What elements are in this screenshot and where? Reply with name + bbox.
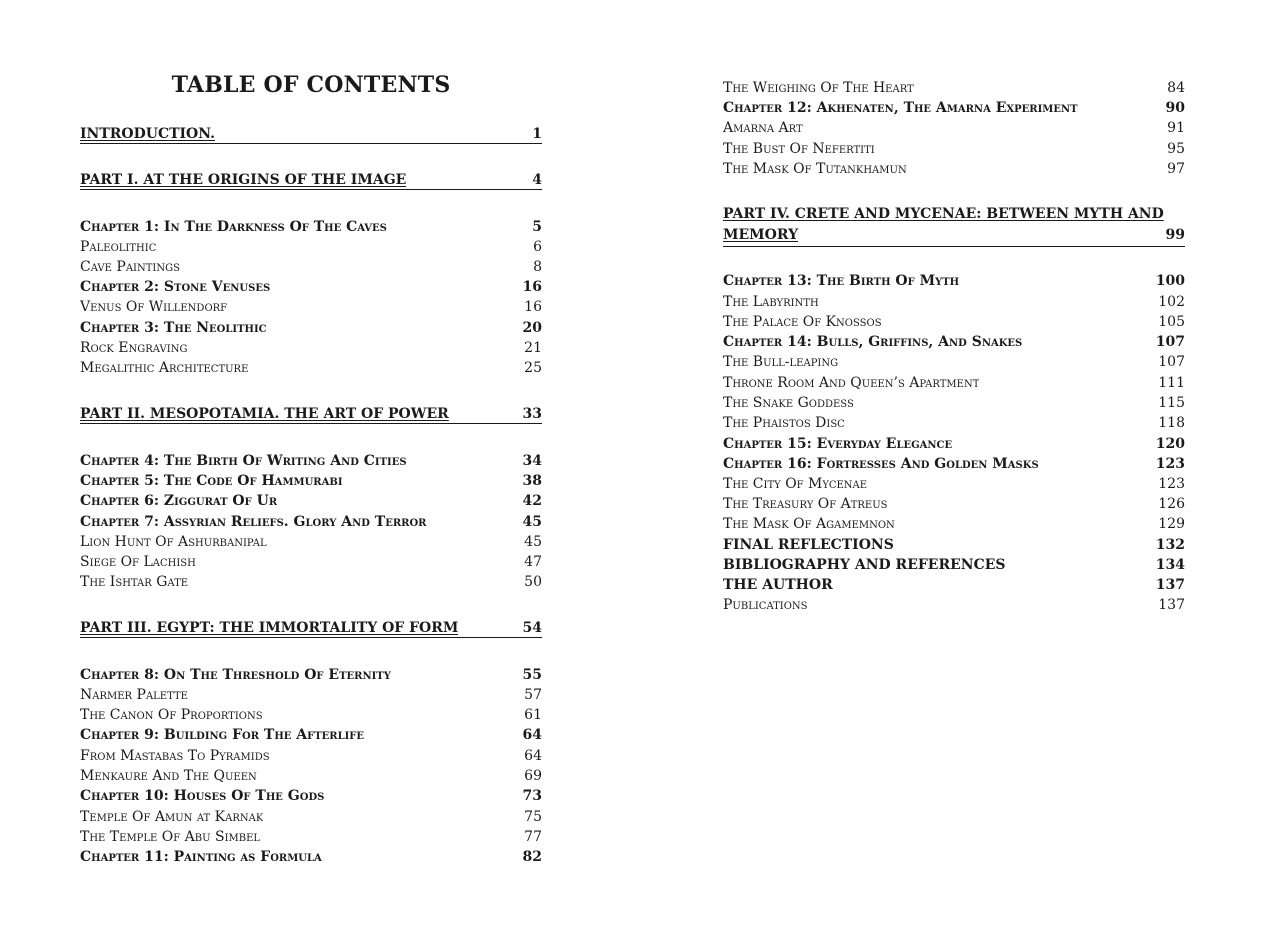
toc-entry-label: INTRODUCTION. bbox=[80, 126, 216, 142]
toc-section[interactable] bbox=[80, 706, 542, 724]
toc-part-4[interactable] bbox=[723, 204, 1185, 247]
toc-entry-label: Chapter 12: Akhenaten, The Amarna Experiment bbox=[723, 100, 1078, 116]
toc-entry-label: Chapter 3: The Neolithic bbox=[80, 320, 267, 336]
toc-entry-page: 95 bbox=[1167, 141, 1185, 157]
toc-entry-page: 73 bbox=[522, 788, 542, 804]
toc-section[interactable] bbox=[723, 140, 1185, 158]
toc-chapter[interactable] bbox=[80, 848, 542, 866]
toc-entry-page: 50 bbox=[524, 574, 542, 590]
toc-entry-page: 91 bbox=[1167, 120, 1185, 136]
toc-entry-page: 33 bbox=[522, 406, 542, 422]
toc-entry-page: 123 bbox=[1158, 476, 1185, 492]
toc-section[interactable] bbox=[80, 298, 542, 316]
toc-section[interactable] bbox=[80, 238, 542, 256]
toc-entry-label: THE AUTHOR bbox=[723, 577, 833, 593]
toc-entry-label: Chapter 15: Everyday Elegance bbox=[723, 436, 953, 452]
toc-entry-label: Rock Engraving bbox=[80, 340, 188, 356]
toc-entry-label: The Ishtar Gate bbox=[80, 574, 189, 590]
toc-entry-page: 54 bbox=[522, 620, 542, 636]
toc-entry-label: Chapter 9: Building For The Afterlife bbox=[80, 727, 365, 743]
toc-entry-page: 82 bbox=[522, 849, 542, 865]
toc-part-2[interactable] bbox=[80, 405, 542, 424]
toc-entry-label: From Mastabas To Pyramids bbox=[80, 748, 270, 764]
toc-section[interactable] bbox=[80, 808, 542, 826]
toc-chapter[interactable] bbox=[723, 272, 1185, 290]
toc-chapter[interactable] bbox=[80, 513, 542, 531]
toc-entry-label-cont: MEMORY bbox=[723, 227, 799, 243]
toc-section[interactable] bbox=[723, 79, 1185, 97]
toc-entry-label: The Canon Of Proportions bbox=[80, 707, 263, 723]
toc-section[interactable] bbox=[80, 533, 542, 551]
toc-entry-page: 47 bbox=[524, 554, 542, 570]
toc-entry-page: 45 bbox=[522, 514, 542, 530]
toc-entry-label: Megalithic Architecture bbox=[80, 360, 249, 376]
toc-entry-label: PART III. EGYPT: THE IMMORTALITY OF FORM bbox=[80, 620, 459, 636]
toc-section[interactable] bbox=[723, 353, 1185, 371]
toc-entry-page: 77 bbox=[524, 829, 542, 845]
toc-entry-label: Chapter 13: The Birth Of Myth bbox=[723, 273, 960, 289]
toc-chapter[interactable] bbox=[80, 666, 542, 684]
toc-entry-page: 137 bbox=[1158, 597, 1185, 613]
toc-section[interactable] bbox=[80, 767, 542, 785]
toc-entry-page: 25 bbox=[524, 360, 542, 376]
toc-entry-page: 99 bbox=[1165, 227, 1185, 243]
toc-entry-label: Chapter 16: Fortresses And Golden Masks bbox=[723, 456, 1039, 472]
toc-entry-page: 105 bbox=[1158, 314, 1185, 330]
toc-entry-page: 1 bbox=[532, 126, 542, 142]
toc-entry-page: 8 bbox=[533, 259, 542, 275]
toc-entry-label: The Mask Of Agamemnon bbox=[723, 516, 895, 532]
toc-section[interactable] bbox=[80, 573, 542, 591]
toc-section[interactable] bbox=[723, 394, 1185, 412]
toc-chapter[interactable] bbox=[723, 333, 1185, 351]
toc-entry-page: 118 bbox=[1158, 415, 1185, 431]
toc-entry-page: 111 bbox=[1158, 375, 1185, 391]
toc-section[interactable] bbox=[723, 515, 1185, 533]
toc-entry-label: The Treasury Of Atreus bbox=[723, 496, 888, 512]
toc-final-reflections[interactable] bbox=[723, 536, 1185, 554]
toc-section[interactable] bbox=[723, 374, 1185, 392]
toc-entry-page: 102 bbox=[1158, 294, 1185, 310]
toc-entry-page: 90 bbox=[1165, 100, 1185, 116]
toc-entry-page: 126 bbox=[1158, 496, 1185, 512]
toc-entry-page: 21 bbox=[524, 340, 542, 356]
toc-section[interactable] bbox=[723, 475, 1185, 493]
toc-entry-page: 55 bbox=[522, 667, 542, 683]
toc-section[interactable] bbox=[80, 359, 542, 377]
toc-chapter[interactable] bbox=[80, 472, 542, 490]
toc-entry-page: 115 bbox=[1158, 395, 1185, 411]
toc-entry-page: 107 bbox=[1155, 334, 1185, 350]
toc-entry-label: Throne Room And Queen’s Apartment bbox=[723, 375, 980, 391]
toc-entry-label: Publications bbox=[723, 597, 808, 613]
toc-entry-page: 97 bbox=[1167, 161, 1185, 177]
toc-entry-label: The City Of Mycenae bbox=[723, 476, 868, 492]
toc-entry-page: 120 bbox=[1155, 436, 1185, 452]
toc-entry-label: Chapter 6: Ziggurat Of Ur bbox=[80, 493, 278, 509]
toc-entry-page: 137 bbox=[1155, 577, 1185, 593]
toc-entry-label: The Bull-leaping bbox=[723, 354, 839, 370]
toc-entry-page: 75 bbox=[524, 809, 542, 825]
toc-section[interactable] bbox=[80, 828, 542, 846]
toc-entry-label: Siege Of Lachish bbox=[80, 554, 196, 570]
toc-entry-label: Venus Of Willendorf bbox=[80, 299, 228, 315]
toc-entry-label: Chapter 11: Painting as Formula bbox=[80, 849, 322, 865]
toc-entry-label: Lion Hunt Of Ashurbanipal bbox=[80, 534, 267, 550]
toc-entry-label: BIBLIOGRAPHY AND REFERENCES bbox=[723, 557, 1006, 573]
toc-entry-label: Chapter 1: In The Darkness Of The Caves bbox=[80, 219, 387, 235]
toc-chapter[interactable] bbox=[80, 492, 542, 510]
toc-entry-label: The Snake Goddess bbox=[723, 395, 854, 411]
toc-entry-page: 16 bbox=[522, 279, 542, 295]
toc-entry-label: Chapter 4: The Birth Of Writing And Cities bbox=[80, 453, 407, 469]
toc-section[interactable] bbox=[80, 339, 542, 357]
toc-entry-label: Temple Of Amun at Karnak bbox=[80, 809, 264, 825]
toc-chapter[interactable] bbox=[80, 452, 542, 470]
toc-entry-label: Amarna Art bbox=[723, 120, 803, 136]
toc-entry-label: Cave Paintings bbox=[80, 259, 180, 275]
toc-entry-page: 4 bbox=[532, 172, 542, 188]
toc-entry-page: 20 bbox=[522, 320, 542, 336]
toc-entry-page: 57 bbox=[524, 687, 542, 703]
toc-entry-label: FINAL REFLECTIONS bbox=[723, 537, 894, 553]
toc-section[interactable] bbox=[723, 160, 1185, 178]
toc-section[interactable] bbox=[80, 553, 542, 571]
toc-chapter[interactable] bbox=[723, 99, 1185, 117]
toc-entry-label: Chapter 14: Bulls, Griffins, And Snakes bbox=[723, 334, 1023, 350]
toc-entry-label: Chapter 5: The Code Of Hammurabi bbox=[80, 473, 343, 489]
toc-section[interactable] bbox=[80, 258, 542, 276]
toc-entry-label: Chapter 8: On The Threshold Of Eternity bbox=[80, 667, 391, 683]
toc-entry-page: 6 bbox=[533, 239, 542, 255]
toc-entry-label: The Bust Of Nefertiti bbox=[723, 141, 875, 157]
toc-section[interactable] bbox=[723, 293, 1185, 311]
toc-entry-label: PART IV. CRETE AND MYCENAE: BETWEEN MYTH AND bbox=[723, 206, 1164, 222]
toc-entry-page: 16 bbox=[524, 299, 542, 315]
toc-entry-page: 134 bbox=[1155, 557, 1185, 573]
toc-title: TABLE OF CONTENTS bbox=[171, 72, 451, 98]
toc-entry-label: The Labyrinth bbox=[723, 294, 819, 310]
toc-entry-page: 34 bbox=[522, 453, 542, 469]
toc-part-3[interactable] bbox=[80, 619, 542, 638]
toc-chapter[interactable] bbox=[80, 218, 542, 236]
toc-entry-label: Narmer Palette bbox=[80, 687, 188, 703]
toc-entry-label: Chapter 10: Houses Of The Gods bbox=[80, 788, 325, 804]
toc-entry-label: The Phaistos Disc bbox=[723, 415, 845, 431]
toc-entry-label: The Mask Of Tutankhamun bbox=[723, 161, 907, 177]
toc-entry-page: 100 bbox=[1155, 273, 1185, 289]
toc-publications[interactable] bbox=[723, 596, 1185, 614]
toc-chapter[interactable] bbox=[80, 319, 542, 337]
toc-entry-page: 64 bbox=[524, 748, 542, 764]
toc-entry-label: Paleolithic bbox=[80, 239, 157, 255]
toc-entry-label: PART I. AT THE ORIGINS OF THE IMAGE bbox=[80, 172, 407, 188]
toc-entry-label: The Palace Of Knossos bbox=[723, 314, 882, 330]
toc-section[interactable] bbox=[80, 747, 542, 765]
toc-entry-page: 107 bbox=[1158, 354, 1185, 370]
toc-entry-page: 64 bbox=[522, 727, 542, 743]
toc-entry-page: 84 bbox=[1167, 80, 1185, 96]
toc-entry-label: The Weighing Of The Heart bbox=[723, 80, 914, 96]
toc-entry-page: 69 bbox=[524, 768, 542, 784]
toc-the-author[interactable] bbox=[723, 576, 1185, 594]
toc-entry-page: 123 bbox=[1155, 456, 1185, 472]
toc-chapter[interactable] bbox=[723, 455, 1185, 473]
toc-section[interactable] bbox=[723, 119, 1185, 137]
toc-section[interactable] bbox=[723, 495, 1185, 513]
toc-entry-page: 61 bbox=[524, 707, 542, 723]
toc-part-1[interactable] bbox=[80, 171, 542, 190]
toc-chapter[interactable] bbox=[80, 726, 542, 744]
toc-chapter[interactable] bbox=[80, 278, 542, 296]
toc-entry-page: 5 bbox=[532, 219, 542, 235]
toc-entry-label: Chapter 2: Stone Venuses bbox=[80, 279, 271, 295]
toc-section[interactable] bbox=[723, 313, 1185, 331]
toc-bibliography[interactable] bbox=[723, 556, 1185, 574]
toc-intro[interactable] bbox=[80, 125, 542, 144]
toc-section[interactable] bbox=[80, 686, 542, 704]
toc-chapter[interactable] bbox=[723, 435, 1185, 453]
toc-entry-page: 129 bbox=[1158, 516, 1185, 532]
toc-entry-label: PART II. MESOPOTAMIA. THE ART OF POWER bbox=[80, 406, 449, 422]
toc-section[interactable] bbox=[723, 414, 1185, 432]
toc-entry-page: 45 bbox=[524, 534, 542, 550]
toc-entry-label: Chapter 7: Assyrian Reliefs. Glory And Terror bbox=[80, 514, 427, 530]
toc-entry-label: Menkaure And The Queen bbox=[80, 768, 257, 784]
toc-entry-page: 38 bbox=[522, 473, 542, 489]
toc-chapter[interactable] bbox=[80, 787, 542, 805]
toc-entry-label: The Temple Of Abu Simbel bbox=[80, 829, 261, 845]
toc-entry-page: 42 bbox=[522, 493, 542, 509]
toc-entry-page: 132 bbox=[1155, 537, 1185, 553]
